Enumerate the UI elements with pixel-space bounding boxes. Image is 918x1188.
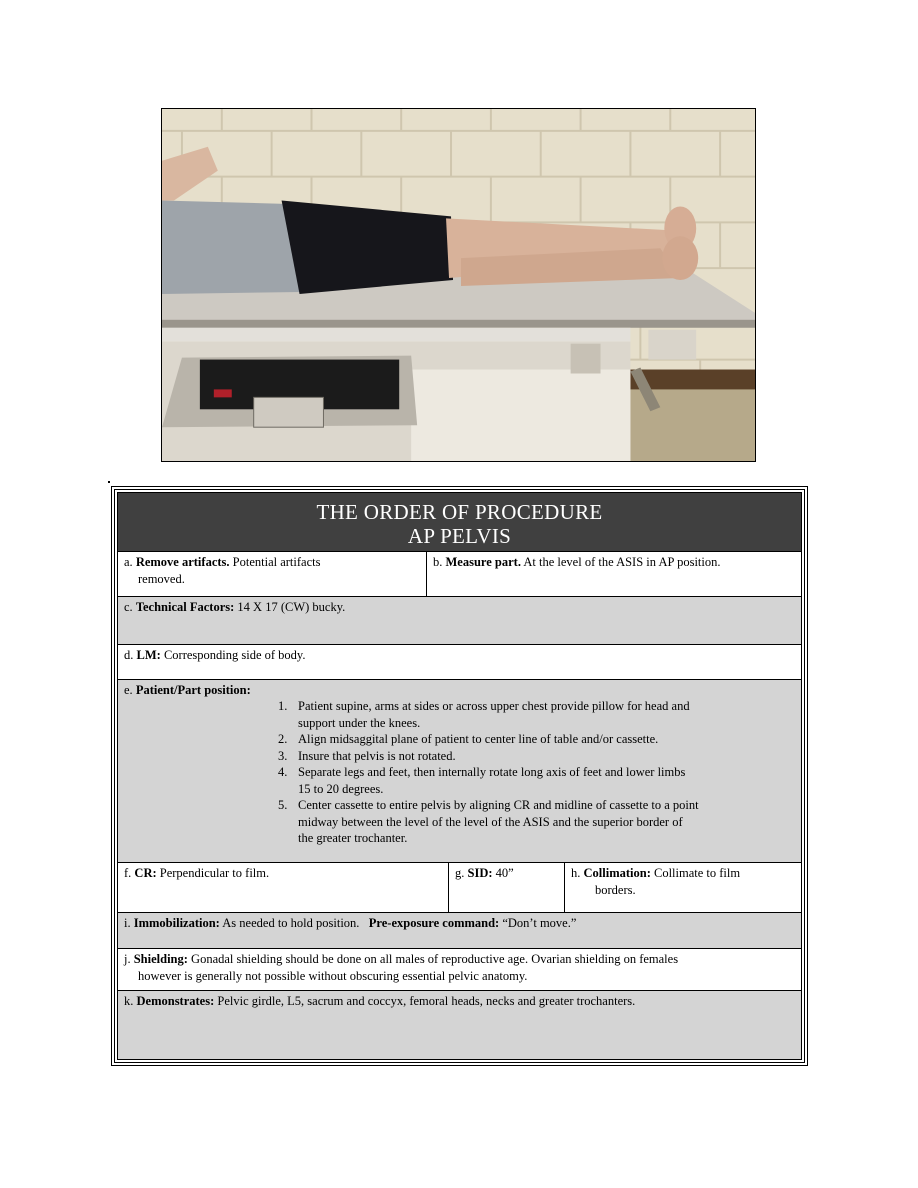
cell-technical-factors xyxy=(118,597,801,644)
cell-measure-part xyxy=(426,552,801,596)
item-text: At the level of the ASIS in AP position. xyxy=(523,555,721,569)
item-letter: j. xyxy=(124,952,131,966)
position-step xyxy=(278,797,778,847)
item-letter: h. xyxy=(571,866,581,880)
step-text: Insure that pelvis is not rotated. xyxy=(298,748,456,763)
step-text-continued: the greater trochanter. xyxy=(298,831,408,845)
step-number: 1. xyxy=(278,699,288,713)
row-lm xyxy=(118,644,801,679)
position-step xyxy=(278,748,778,765)
step-text-continued: 15 to 20 degrees. xyxy=(298,781,384,796)
item-label: Shielding: xyxy=(133,952,188,966)
item-label: Technical Factors: xyxy=(135,600,235,614)
item-letter: d. xyxy=(124,648,134,662)
step-text: Patient supine, arms at sides or across upper chest provide pillow for head and xyxy=(298,699,690,713)
row-patient-position xyxy=(118,679,801,862)
row-immobilization xyxy=(118,912,801,948)
item-text: Gonadal shielding should be done on all males of reproductive age. Ovarian shielding on females xyxy=(191,952,679,966)
cell-remove-artifacts xyxy=(118,552,426,596)
item-letter: c. xyxy=(124,600,133,614)
item-text: 14 X 17 (CW) bucky. xyxy=(237,600,346,614)
row-a-b xyxy=(118,551,801,596)
row-technical-factors xyxy=(118,596,801,644)
item-letter: b. xyxy=(433,555,443,569)
item-text-continued: removed. xyxy=(138,571,185,586)
stray-mark xyxy=(108,481,110,483)
item-label: Immobilization: xyxy=(133,916,220,930)
step-number: 4. xyxy=(278,765,288,779)
patient-positioning-photo xyxy=(161,108,756,462)
row-shielding xyxy=(118,948,801,990)
position-step xyxy=(278,698,778,731)
item-text: Perpendicular to film. xyxy=(159,866,270,880)
item-label: Measure part. xyxy=(445,555,521,569)
item-text-continued: however is generally not possible without obscuring essential pelvic anatomy. xyxy=(138,968,528,983)
item-text: As needed to hold position. xyxy=(222,916,360,930)
step-text: Align midsaggital plane of patient to center line of table and/or cassette. xyxy=(298,732,659,746)
step-number: 3. xyxy=(278,748,288,763)
cell-demonstrates xyxy=(118,991,801,1059)
procedure-title: THE ORDER OF PROCEDURE xyxy=(316,500,603,524)
pre-exposure-label: Pre-exposure command: xyxy=(368,916,500,930)
item-label: CR: xyxy=(134,866,157,880)
item-label: Remove artifacts. xyxy=(135,555,230,569)
procedure-subtitle: AP PELVIS xyxy=(407,524,512,548)
item-label: Patient/Part position: xyxy=(135,683,251,697)
cell-sid xyxy=(448,863,564,912)
item-text: Collimate to film xyxy=(653,866,741,880)
item-label: Collimation: xyxy=(583,866,651,880)
cell-patient-position xyxy=(118,680,801,862)
item-letter: e. xyxy=(124,683,133,697)
cell-cr xyxy=(118,863,448,912)
row-cr-sid-collimation xyxy=(118,862,801,912)
photo-illustration xyxy=(162,109,755,461)
item-label: LM: xyxy=(136,648,161,662)
procedure-header xyxy=(118,493,801,551)
item-text: 40” xyxy=(495,866,514,880)
step-number: 2. xyxy=(278,732,288,746)
item-letter: k. xyxy=(124,994,134,1008)
item-letter: g. xyxy=(455,866,465,880)
procedure-table-inner xyxy=(117,492,802,1060)
procedure-table xyxy=(111,486,808,1066)
step-text-continued: midway between the level of the level of the ASIS and the superior border of xyxy=(298,814,683,829)
cell-collimation xyxy=(564,863,801,912)
pre-exposure-text: “Don’t move.” xyxy=(502,916,577,930)
item-letter: a. xyxy=(124,555,133,569)
item-label: SID: xyxy=(467,866,493,880)
cell-shielding xyxy=(118,949,801,990)
row-demonstrates xyxy=(118,990,801,1059)
step-number: 5. xyxy=(278,798,288,812)
position-step xyxy=(278,764,778,797)
item-text: Corresponding side of body. xyxy=(163,648,306,662)
cell-immobilization xyxy=(118,913,801,948)
item-text: Potential artifacts xyxy=(232,555,321,569)
item-letter: f. xyxy=(124,866,132,880)
step-text: Center cassette to entire pelvis by aligning CR and midline of cassette to a point xyxy=(298,798,699,812)
position-step xyxy=(278,731,778,748)
item-letter: i. xyxy=(124,916,131,930)
position-steps xyxy=(278,698,778,847)
item-text: Pelvic girdle, L5, sacrum and coccyx, femoral heads, necks and greater trochanters. xyxy=(217,994,636,1008)
item-text-continued: borders. xyxy=(595,882,636,897)
cell-lm xyxy=(118,645,801,679)
step-text: Separate legs and feet, then internally rotate long axis of feet and lower limbs xyxy=(298,765,686,779)
item-label: Demonstrates: xyxy=(136,994,215,1008)
step-text-continued: support under the knees. xyxy=(298,715,421,730)
